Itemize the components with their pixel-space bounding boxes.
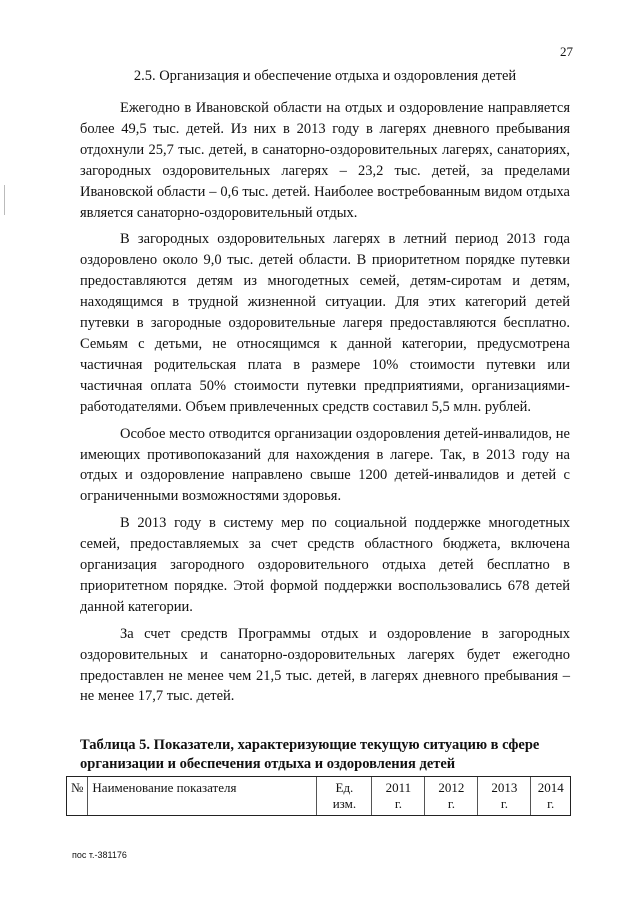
header-year-2011	[372, 777, 425, 816]
header-number: №	[67, 777, 88, 816]
indicators-table	[66, 776, 571, 816]
section-heading: 2.5. Организация и обеспечение отдыха и оздоровления детей	[133, 68, 517, 84]
paragraph: В 2013 году в систему мер по социальной поддержке многодетных семей, предоставляемых за счет средств областного бюджета, включена организация загородного оздоровительного отдыха детей бесплатно в приоритетном порядке. Этой формой поддержки воспользовались 678 детей данной категории.	[80, 515, 570, 615]
header-unit-line2: изм.	[332, 796, 357, 811]
header-year-2012-value: 2012	[438, 780, 465, 795]
header-indicator-name: Наименование показателя	[88, 777, 317, 816]
header-year-2011-suffix: г.	[394, 796, 402, 811]
header-year-2011-value: 2011	[385, 780, 412, 795]
section-body	[80, 98, 570, 713]
header-unit-line1: Ед.	[335, 780, 354, 795]
footer-document-code: пос т.-381176	[72, 850, 127, 860]
header-year-2013-value: 2013	[491, 780, 518, 795]
header-unit	[317, 777, 372, 816]
header-year-2012-suffix: г.	[447, 796, 455, 811]
header-year-2013	[478, 777, 531, 816]
page-number: 27	[560, 44, 573, 59]
paragraph: За счет средств Программы отдых и оздоровление в загородных оздоровительных и санаторно-оздоровительных лагерях будет ежегодно предоставлен не менее чем 21,5 тыс. детей, в лагерях дневного пребывания – не менее 17,7 тыс. детей.	[80, 625, 570, 705]
table-header-row	[67, 777, 571, 816]
header-year-2013-suffix: г.	[500, 796, 508, 811]
paragraph: Особое место отводится организации оздоровления детей-инвалидов, не имеющих противопоказаний для нахождения в лагере. Так, в 2013 году на отдых и оздоровление направлено свыше 1200 детей-инвалидов и детей с ограниченными возможностями здоровья.	[80, 425, 570, 505]
paragraph: В загородных оздоровительных лагерях в летний период 2013 года оздоровлено около 9,0 тыс. детей области. В приоритетном порядке путевки предоставляются детям из многодетных семей, детям-сиротам и детям, находящимся в трудной жизненной ситуации. Для этих категорий детей путевки в загородные оздоровительные лагеря предоставляются бесплатно. Семьям с детьми, не относящимся к данной категории, предусмотрена частичная родительская плата в размере 10% стоимости путевки или частичная оплата 50% стоимости путевки предприятиями, организациями-работодателями. Объем привлеченных средств составил 5,5 млн. рублей.	[80, 231, 570, 415]
header-year-2012	[425, 777, 478, 816]
header-year-2014: 2014 г.	[531, 777, 571, 816]
indicators-table-wrapper	[66, 776, 571, 816]
paragraph: Ежегодно в Ивановской области на отдых и оздоровление направляется более 49,5 тыс. детей. Из них в 2013 году в лагерях дневного пребывания отдохнули 25,7 тыс. детей, в санаторно-оздоровительных лагерях, санаториях, загородных оздоровительных лагерях – 23,2 тыс. детей, за пределами Ивановской области – 0,6 тыс. детей. Наиболее востребованным видом отдыха является санаторно-оздоровительный отдых.	[80, 100, 570, 221]
margin-scan-mark	[4, 185, 5, 215]
table-caption: Таблица 5. Показатели, характеризующие текущую ситуацию в сфере организации и обеспечения отдыха и оздоровления детей	[80, 737, 540, 772]
